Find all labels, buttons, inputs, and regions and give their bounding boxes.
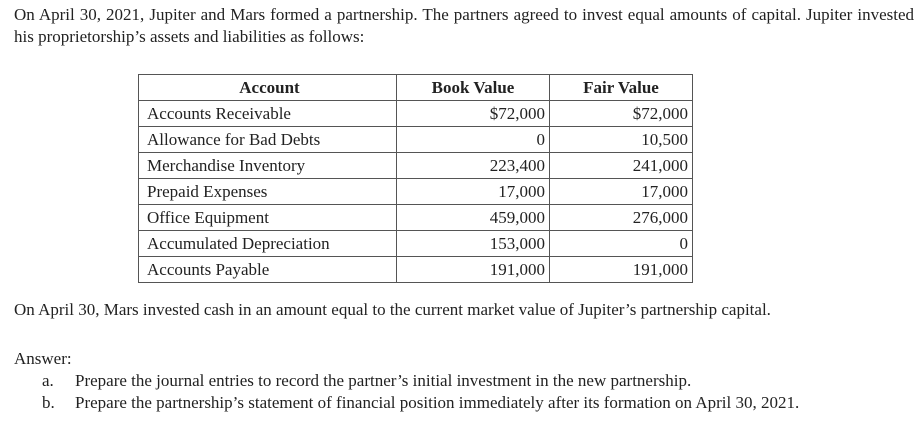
cell-account: Allowance for Bad Debts <box>139 127 397 153</box>
cell-fair-value: 191,000 <box>550 257 693 283</box>
cell-book-value: 223,400 <box>397 153 550 179</box>
task-text: Prepare the journal entries to record the partner’s initial investment in the new partnership. <box>75 371 692 390</box>
table-row <box>139 127 693 153</box>
cell-account: Accumulated Depreciation <box>139 231 397 257</box>
cell-account: Prepaid Expenses <box>139 179 397 205</box>
table-row <box>139 101 693 127</box>
cell-book-value: 459,000 <box>397 205 550 231</box>
header-book-value: Book Value <box>397 75 550 101</box>
cell-book-value: $72,000 <box>397 101 550 127</box>
table-header-row <box>139 75 693 101</box>
table-row <box>139 205 693 231</box>
table-row <box>139 231 693 257</box>
cell-fair-value: 10,500 <box>550 127 693 153</box>
cell-account: Accounts Payable <box>139 257 397 283</box>
table-row <box>139 257 693 283</box>
table-row <box>139 179 693 205</box>
task-list <box>42 370 914 414</box>
header-fair-value: Fair Value <box>550 75 693 101</box>
mars-investment-statement: On April 30, Mars invested cash in an amount equal to the current market value of Jupiter’s partnership capital. <box>14 300 771 319</box>
problem-intro: On April 30, 2021, Jupiter and Mars formed a partnership. The partners agreed to invest equal amounts of capital. Jupiter invested his proprietorship’s assets and liabilities as follows: <box>14 5 914 46</box>
cell-fair-value: 276,000 <box>550 205 693 231</box>
table-row <box>139 153 693 179</box>
task-marker: b. <box>42 393 55 412</box>
cell-account: Office Equipment <box>139 205 397 231</box>
cell-fair-value: 17,000 <box>550 179 693 205</box>
cell-book-value: 17,000 <box>397 179 550 205</box>
cell-account: Merchandise Inventory <box>139 153 397 179</box>
task-text: Prepare the partnership’s statement of financial position immediately after its formation on April 30, 2021. <box>75 393 800 412</box>
cell-book-value: 191,000 <box>397 257 550 283</box>
cell-fair-value: 0 <box>550 231 693 257</box>
cell-account: Accounts Receivable <box>139 101 397 127</box>
cell-book-value: 153,000 <box>397 231 550 257</box>
cell-fair-value: 241,000 <box>550 153 693 179</box>
cell-book-value: 0 <box>397 127 550 153</box>
header-account: Account <box>139 75 397 101</box>
task-marker: a. <box>42 371 54 390</box>
answer-label: Answer: <box>14 349 72 368</box>
cell-fair-value: $72,000 <box>550 101 693 127</box>
task-item <box>42 392 914 414</box>
accounts-table <box>138 74 693 283</box>
task-item <box>42 370 914 392</box>
